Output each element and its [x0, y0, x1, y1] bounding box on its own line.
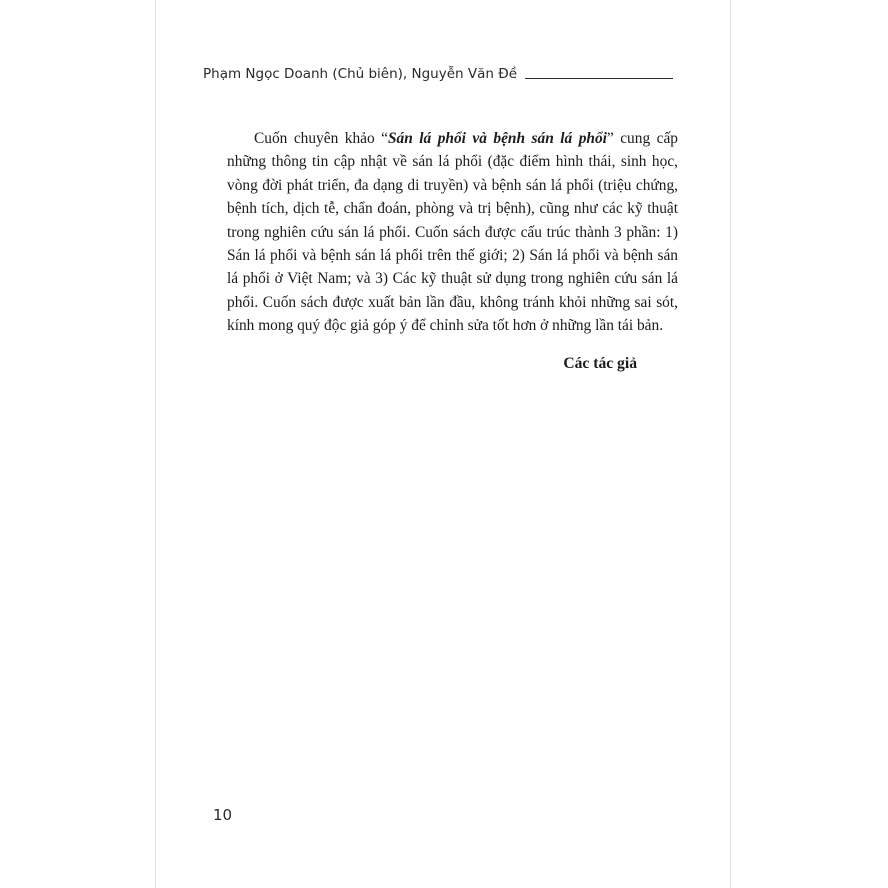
header-rule: [525, 78, 673, 79]
preface-paragraph: [227, 127, 678, 338]
paragraph-lead-text: Cuốn chuyên khảo “: [254, 130, 388, 147]
paragraph-body-text: ” cung cấp những thông tin cập nhật về sán lá phổi (đặc điểm hình thái, sinh học, vòng đời phát triển, đa dạng di truyền) và bệnh sán lá phổi (triệu chứng, bệnh tích, dịch tễ, chẩn đoán, phòng và trị bệnh), cũng như các kỹ thuật trong nghiên cứu sán lá phổi. Cuốn sách được cấu trúc thành 3 phần: 1) Sán lá phổi và bệnh sán lá phổi trên thế giới; 2) Sán lá phổi và bệnh sán lá phổi ở Việt Nam; và 3) Các kỹ thuật sử dụng trong nghiên cứu sán lá phổi. Cuốn sách được xuất bản lần đầu, không tránh khỏi những sai sót, kính mong quý độc giả góp ý để chỉnh sửa tốt hơn ở những lần tái bản.: [227, 130, 678, 335]
header-authors: Phạm Ngọc Doanh (Chủ biên), Nguyễn Văn Đề: [203, 66, 518, 82]
page-number: 10: [213, 806, 233, 824]
authors-signature: Các tác giả: [563, 355, 637, 372]
book-title: Sán lá phổi và bệnh sán lá phổi: [387, 130, 607, 147]
running-header: [203, 58, 673, 82]
